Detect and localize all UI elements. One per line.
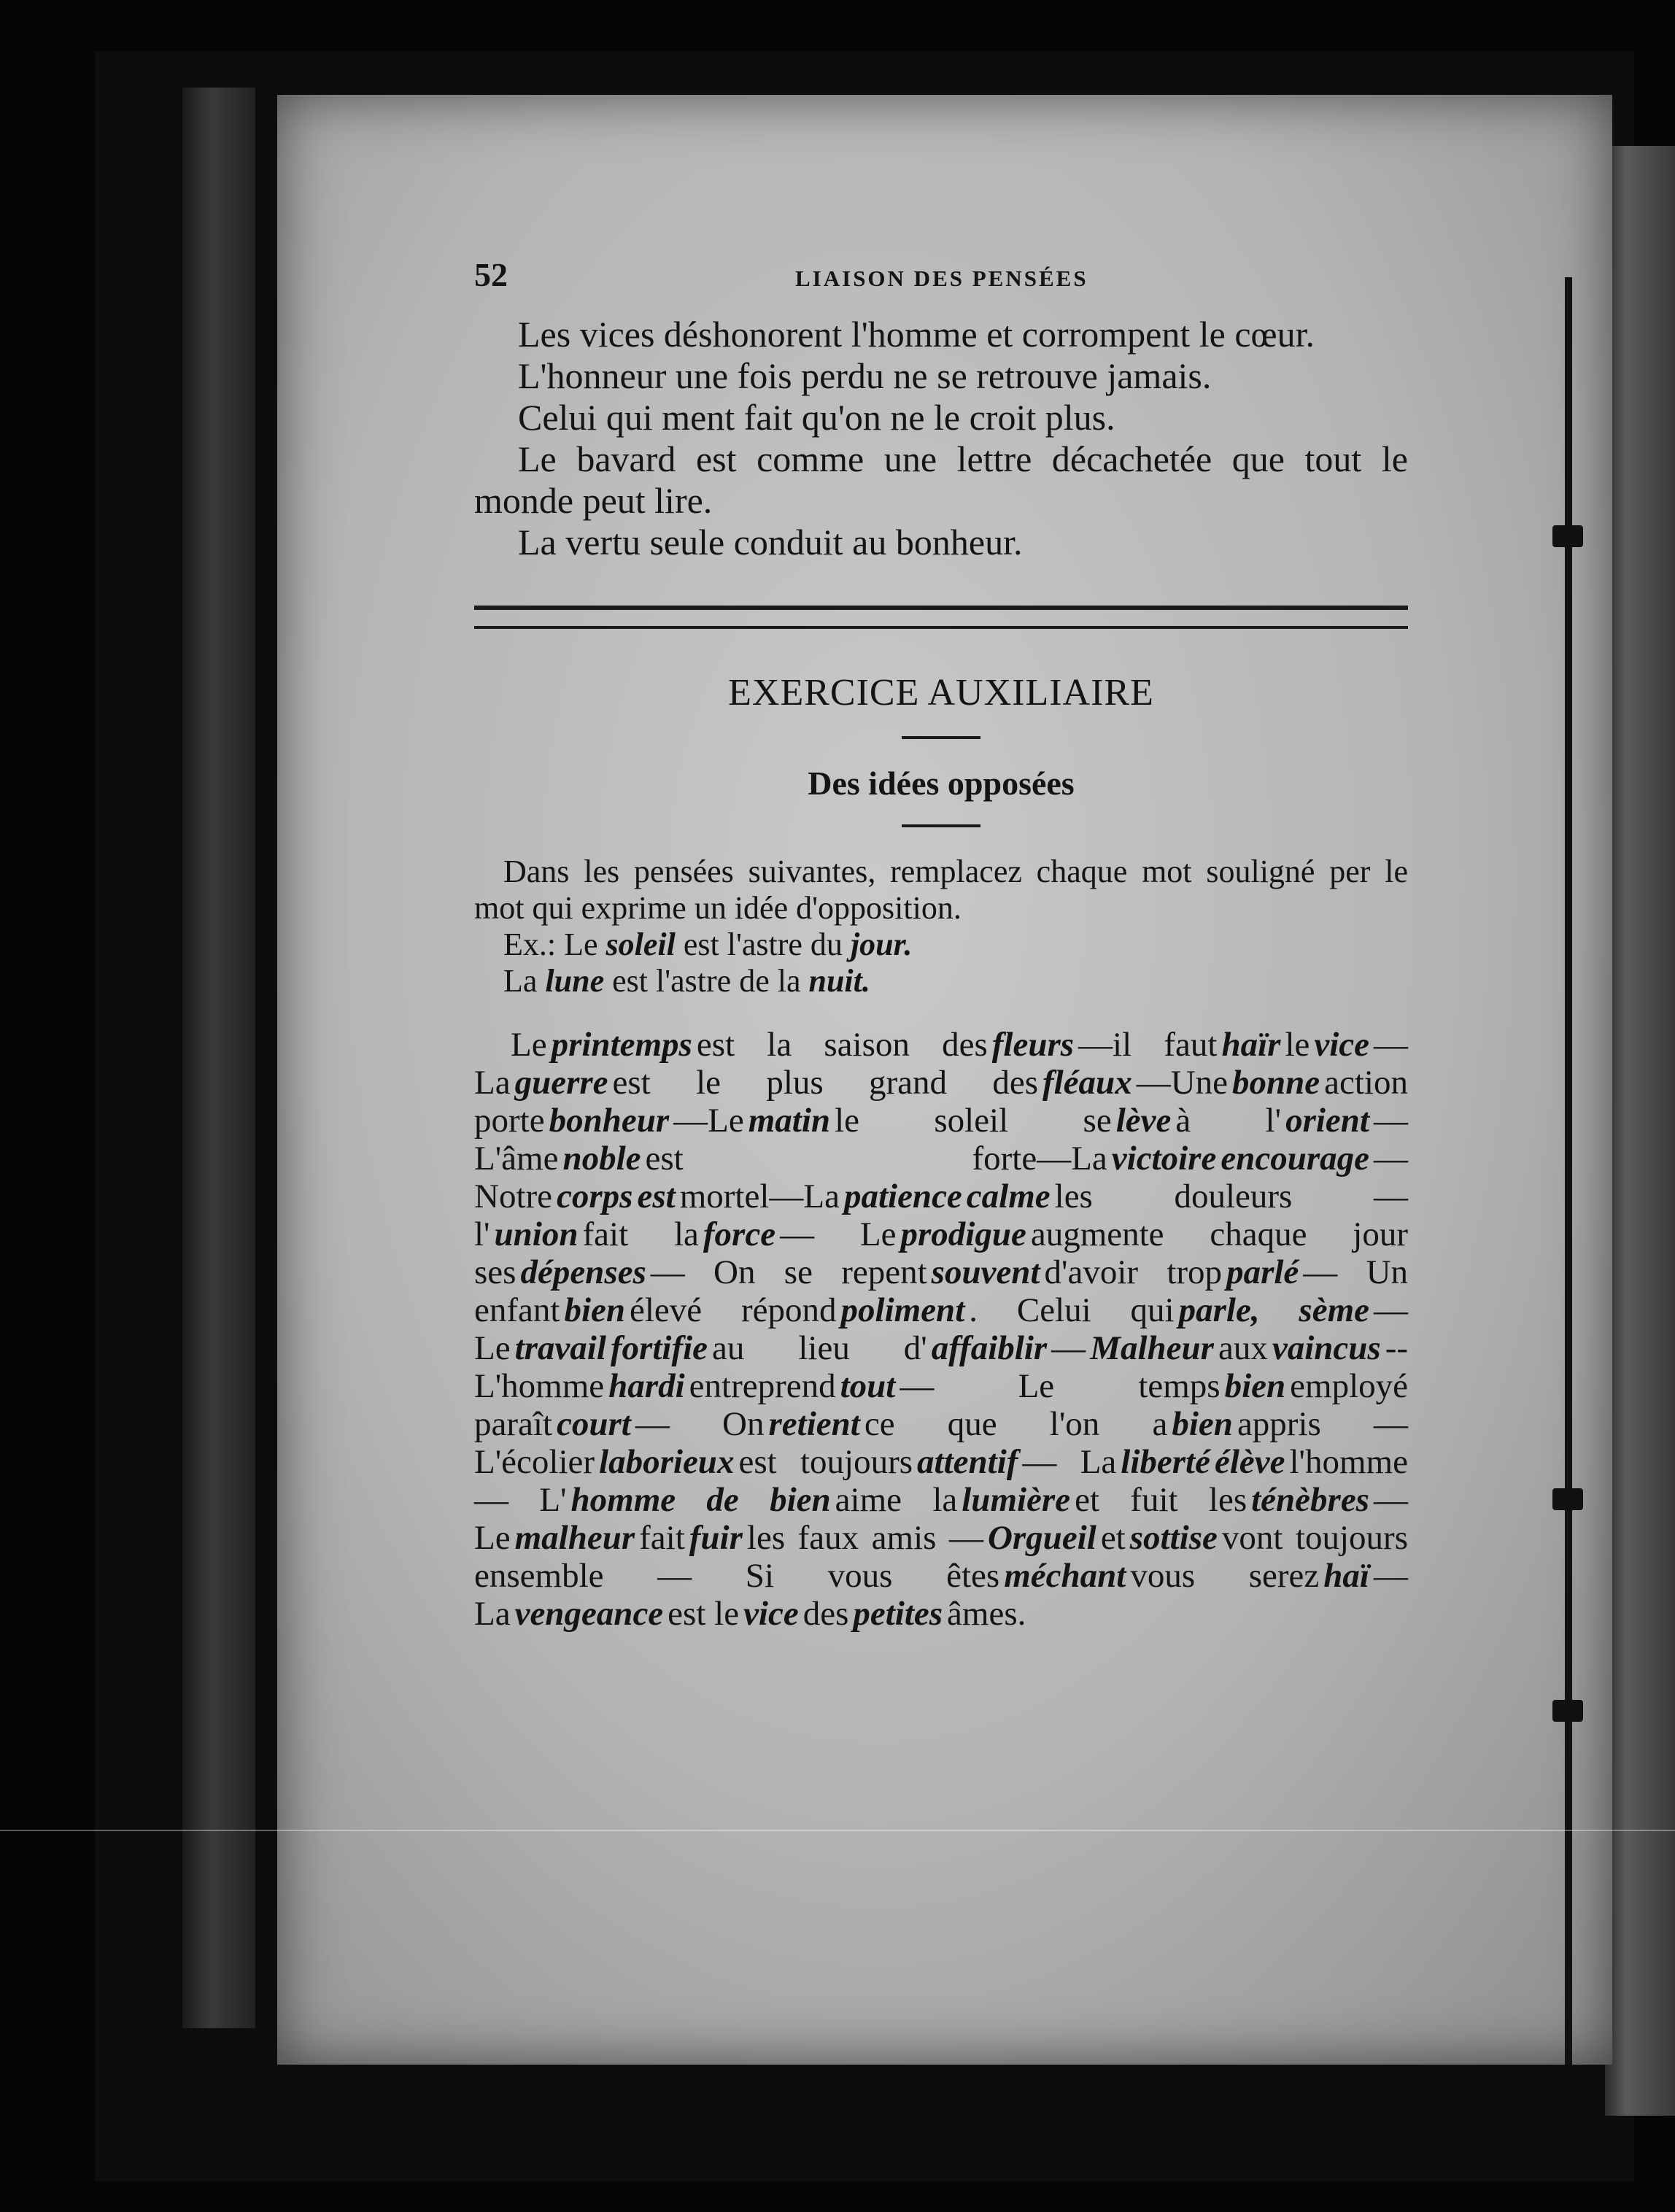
exercise-emphasized-word: noble (562, 1140, 641, 1177)
exercise-text-run: aime la (835, 1481, 958, 1519)
maxim-3: Celui qui ment fait qu'on ne le croit plus. (518, 397, 1115, 438)
exercise-text-run: —Une (1136, 1064, 1229, 1102)
exercise-text-run: fait la (582, 1215, 699, 1253)
exercise-emphasized-word: petites (853, 1595, 943, 1633)
exercise-emphasized-word: bien (1224, 1367, 1286, 1405)
running-head (474, 255, 1408, 314)
exercise-emphasized-word: hardi (608, 1367, 685, 1405)
short-rule-2 (902, 824, 980, 827)
exercise-text-run: -- L'homme (474, 1329, 1408, 1405)
exercise-emphasized-word: vice (1314, 1026, 1370, 1064)
exercise-text-run: — La (474, 1557, 1408, 1633)
exercise-emphasized-word: patience (843, 1177, 962, 1215)
binding-mark-3 (1552, 1700, 1583, 1722)
page-number: 52 (474, 256, 508, 293)
exercise-text-run: — On (635, 1405, 765, 1443)
exercise-emphasized-word: encourage (1221, 1140, 1369, 1177)
exercise-text-run: — (1051, 1329, 1086, 1367)
example-emphasized-word: nuit. (808, 963, 870, 999)
exercise-text-run: action porte (474, 1064, 1408, 1140)
exercise-emphasized-word: parle, sème (1178, 1291, 1369, 1329)
exercise-text-run: —L'âme (474, 1102, 1408, 1177)
book-page (277, 95, 1612, 2065)
exercise-text-run: à l' (1175, 1102, 1282, 1140)
adjacent-page-edge (1605, 146, 1675, 2116)
exercise-text-run: — Le (474, 1481, 1408, 1557)
exercise-text-run: est le (668, 1595, 740, 1633)
example-emphasized-word: soleil (606, 927, 676, 962)
example-emphasized-word: jour. (850, 927, 913, 962)
exercise-emphasized-word: attentif (917, 1443, 1018, 1481)
exercise-text-run: Le (511, 1026, 547, 1064)
exercise-emphasized-word: orient (1285, 1102, 1369, 1140)
exercise-text-run: mortel—La (679, 1177, 840, 1215)
exercise-text-run: augmente chaque jour ses (474, 1215, 1408, 1291)
exercise-emphasized-word: vice (743, 1595, 799, 1633)
exercise-emphasized-word: bien (1172, 1405, 1233, 1443)
example-text-run: Ex.: Le (503, 927, 606, 962)
exercise-text-run: — Le temps (900, 1367, 1221, 1405)
exercise-emphasized-word: souvent (931, 1253, 1040, 1291)
exercise-text-run: les faux amis — (746, 1519, 983, 1557)
exercise-text-run: —Le (673, 1102, 744, 1140)
maxim-4: Le bavard est comme une lettre décachetée que tout le monde peut lire. (474, 438, 1408, 521)
exercise-emphasized-word: court (557, 1405, 631, 1443)
exercise-emphasized-word: méchant (1004, 1557, 1126, 1595)
exercise-emphasized-word: homme de bien (570, 1481, 831, 1519)
instruction-text: Dans les pensées suivantes, remplacez chaque mot souligné per le mot qui exprime un idée d'opposition. (474, 854, 1408, 926)
exercise-text-run: et (1100, 1519, 1126, 1557)
exercise-text-run: employé paraît (474, 1367, 1408, 1443)
instructions (474, 854, 1408, 999)
example-emphasized-word: lune (545, 963, 605, 999)
exercise-text-run: appris — L'écolier (474, 1405, 1408, 1481)
maxim-1: Les vices déshonorent l'homme et corrompent le cœur. (518, 314, 1315, 355)
exercise-emphasized-word: bonne (1232, 1064, 1320, 1102)
exercise-emphasized-word: fuir (689, 1519, 743, 1557)
exercise-text-run: vont toujours ensemble — Si vous êtes (474, 1519, 1408, 1595)
double-rule-divider (474, 606, 1408, 629)
exercise-emphasized-word: sottise (1129, 1519, 1218, 1557)
exercise-emphasized-word: prodigue (900, 1215, 1026, 1253)
maxims (474, 314, 1408, 563)
binding-mark-2 (1552, 1488, 1583, 1510)
exercise-text-run: —La (474, 1026, 1409, 1102)
example-text-run: est l'astre de la (604, 963, 809, 999)
book-cover-edge (182, 88, 255, 2028)
exercise-text-run: le soleil se (835, 1102, 1112, 1140)
exercise-emphasized-word: vengeance (514, 1595, 664, 1633)
example-text-run: La (503, 963, 546, 999)
exercise-text-run: —il faut (1078, 1026, 1218, 1064)
exercise-text-run: — Le (474, 1291, 1408, 1367)
exercise-emphasized-word: bien (564, 1291, 625, 1329)
exercise-text-run: — Le (780, 1215, 897, 1253)
exercise-text-run: aux (1218, 1329, 1268, 1367)
exercise-emphasized-word: travail (514, 1329, 606, 1367)
exercise-emphasized-word: bonheur (549, 1102, 670, 1140)
exercise-text-run: le (1285, 1026, 1310, 1064)
exercise-text-run: les douleurs — l' (474, 1177, 1408, 1253)
binding-mark-1 (1552, 525, 1583, 547)
exercise-emphasized-word: retient (768, 1405, 860, 1443)
exercise-text-run: — On se repent (650, 1253, 927, 1291)
exercise-text-run: ce que l'on a (864, 1405, 1168, 1443)
exercise-emphasized-word: force (703, 1215, 776, 1253)
exercise-emphasized-word: ténèbres (1251, 1481, 1369, 1519)
exercise-emphasized-word: Orgueil (987, 1519, 1096, 1557)
exercise-emphasized-word: guerre (514, 1064, 608, 1102)
exercise-text-run: vous serez (1130, 1557, 1320, 1595)
section-title: EXERCICE AUXILIAIRE (728, 672, 1154, 714)
exercise-emphasized-word: calme (966, 1177, 1051, 1215)
exercise-text-run: des (802, 1595, 849, 1633)
exercise-emphasized-word: élève (1214, 1443, 1285, 1481)
exercise-text-run: est forte—La (645, 1140, 1107, 1177)
exercise-text-run: — Un enfant (474, 1253, 1409, 1329)
exercise-text-run: et fuit les (1075, 1481, 1247, 1519)
exercise-text-run: est le plus grand des (612, 1064, 1038, 1102)
example-text-run: est l'astre du (675, 927, 851, 962)
exercise-text-run: au lieu d' (712, 1329, 927, 1367)
exercise-emphasized-word: Malheur (1090, 1329, 1214, 1367)
exercise-emphasized-word: fléaux (1042, 1064, 1132, 1102)
exercise-text-run: —Notre (474, 1140, 1408, 1215)
exercise-emphasized-word: printemps (551, 1026, 692, 1064)
exercise-emphasized-word: lumière (962, 1481, 1071, 1519)
exercise-text-run: entreprend (689, 1367, 836, 1405)
exercise-emphasized-word: tout (840, 1367, 896, 1405)
exercise-emphasized-word: matin (748, 1102, 831, 1140)
exercise-text-run: âmes. (947, 1595, 1026, 1633)
exercise-emphasized-word: fleurs (991, 1026, 1075, 1064)
maxim-2: L'honneur une fois perdu ne se retrouve jamais. (518, 355, 1212, 396)
exercise-emphasized-word: vaincus (1272, 1329, 1381, 1367)
exercise-text-run: — La (1022, 1443, 1117, 1481)
exercise-text-run: d'avoir trop (1044, 1253, 1223, 1291)
exercise-emphasized-word: liberté (1121, 1443, 1210, 1481)
exercise-emphasized-word: corps (557, 1177, 633, 1215)
exercise-emphasized-word: haïr (1221, 1026, 1281, 1064)
exercise-emphasized-word: dépenses (520, 1253, 646, 1291)
exercise-text-run: fait (639, 1519, 685, 1557)
exercise-emphasized-word: lève (1115, 1102, 1172, 1140)
exercise-emphasized-word: est (637, 1177, 676, 1215)
exercise-text-run: est la saison des (696, 1026, 988, 1064)
exercise-emphasized-word: haï (1323, 1557, 1369, 1595)
exercise-emphasized-word: affaiblir (931, 1329, 1048, 1367)
exercise-paragraph (474, 1026, 1408, 1633)
exercise-emphasized-word: union (494, 1215, 579, 1253)
page-content (474, 255, 1408, 1633)
exercise-emphasized-word: poliment (840, 1291, 965, 1329)
exercise-emphasized-word: laborieux (599, 1443, 735, 1481)
scan-artifact-line (0, 1830, 1675, 1831)
example-line-2 (474, 963, 1408, 999)
exercise-text-run: élevé répond (630, 1291, 837, 1329)
short-rule-1 (902, 736, 980, 739)
exercise-text-run: l'homme — L' (474, 1443, 1408, 1519)
example-line-1 (474, 927, 1408, 963)
exercise-emphasized-word: victoire (1111, 1140, 1217, 1177)
running-title: LIAISON DES PENSÉES (795, 266, 1088, 291)
exercise-emphasized-word: malheur (514, 1519, 635, 1557)
exercise-emphasized-word: parlé (1226, 1253, 1299, 1291)
exercise-text-run: est toujours (738, 1443, 913, 1481)
section-subtitle: Des idées opposées (808, 765, 1075, 802)
exercise-text-run: . Celui qui (969, 1291, 1175, 1329)
maxim-5: La vertu seule conduit au bonheur. (518, 522, 1023, 562)
exercise-emphasized-word: fortifie (610, 1329, 708, 1367)
